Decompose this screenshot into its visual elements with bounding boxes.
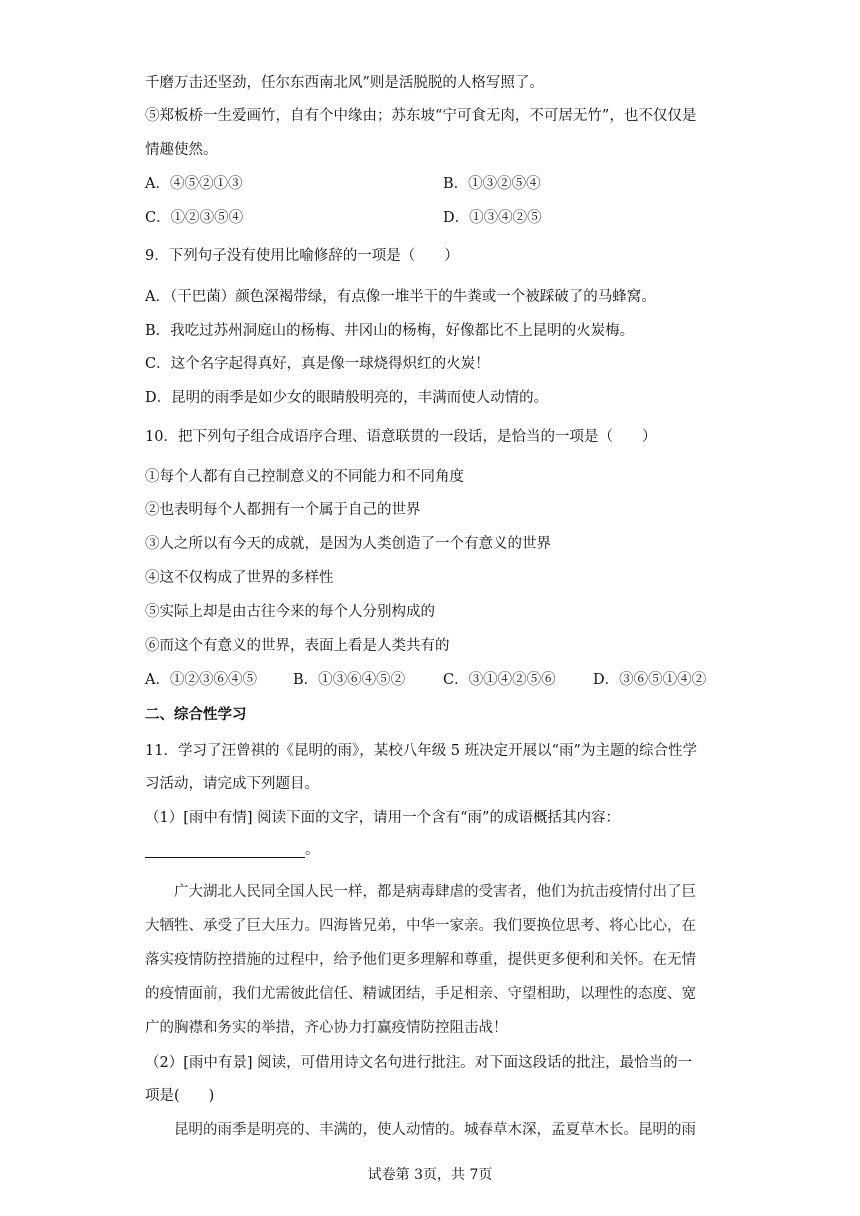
q10-sentence-1: ①每个人都有自己控制意义的不同能力和不同角度 (145, 469, 464, 485)
passage-line: 广大湖北人民同全国人民一样，都是病毒肆虐的受害者，他们为抗击疫情付出了巨 (174, 884, 696, 900)
text-line: ⑤郑板桥一生爱画竹，自有个中缘由；苏东坡“宁可食无肉，不可居无竹”，也不仅仅是 (145, 108, 697, 124)
q11-stem-line2: 习活动，请完成下列题目。 (145, 776, 319, 792)
page-footer: 试卷第 3页，共 7页 (367, 1167, 493, 1183)
q9-option-a: A．（干巴菌）颜色深褐带绿，有点像一堆半干的牛粪或一个被踩破了的马蜂窝。 (145, 289, 656, 305)
q10-option-b: B．①③⑥④⑤② (293, 672, 406, 688)
q11-part2-prompt-line2: 项是( ) (145, 1088, 215, 1104)
q11-part1-prompt: （1）[雨中有情] 阅读下面的文字，请用一个含有“雨”的成语概括其内容： (145, 810, 620, 826)
q11-stem-line1: 11．学习了汪曾祺的《昆明的雨》，某校八年级 5 班决定开展以“雨”为主题的综合性学 (145, 743, 697, 759)
passage-line: 的疫情面前，我们尤需彼此信任、精诚团结，手足相亲、守望相助，以理性的态度、宽 (145, 986, 696, 1002)
q10-option-d: D．③⑥⑤①④② (593, 672, 707, 688)
text-line: 千磨万击还坚劲，任尔东西南北风”则是活脱脱的人格写照了。 (145, 75, 544, 91)
q8-option-d: D．①③④②⑤ (443, 210, 542, 226)
q9-option-c: C．这个名字起得真好，真是像一球烧得炽红的火炭！ (145, 356, 490, 372)
section-heading: 二、综合性学习 (145, 707, 247, 723)
answer-blank-line[interactable] (145, 857, 305, 858)
q8-option-c: C．①②③⑤④ (145, 210, 244, 226)
q10-option-a: A．①②③⑥④⑤ (145, 672, 257, 688)
text-line: 情趣使然。 (145, 142, 218, 158)
q10-stem: 10．把下列句子组合成语序合理、语意联贯的一段话，是恰当的一项是（ ） (145, 429, 657, 445)
passage-line: 落实疫情防控措施的过程中，给予他们更多理解和尊重，提供更多便利和关怀。在无情 (145, 952, 696, 968)
q10-option-c: C．③①④②⑤⑥ (443, 672, 556, 688)
q9-option-b: B．我吃过苏州洞庭山的杨梅、井冈山的杨梅，好像都比不上昆明的火炭梅。 (145, 323, 635, 339)
q10-sentence-2: ②也表明每个人都拥有一个属于自己的世界 (145, 502, 421, 518)
q11-part2-prompt-line1: （2）[雨中有景] 阅读，可借用诗文名句进行批注。对下面这段话的批注，最恰当的一 (145, 1055, 693, 1071)
q10-sentence-5: ⑤实际上却是由古往今来的每个人分别构成的 (145, 604, 435, 620)
passage-line: 广的胸襟和务实的举措，齐心协力打赢疫情防控阻击战！ (145, 1020, 508, 1036)
passage2-line: 昆明的雨季是明亮的、丰满的，使人动情的。城春草木深，孟夏草木长。昆明的雨 (174, 1122, 696, 1138)
q8-option-a: A．④⑤②①③ (145, 176, 243, 192)
q9-option-d: D．昆明的雨季是如少女的眼睛般明亮的，丰满而使人动情的。 (145, 390, 549, 406)
q10-sentence-6: ⑥而这个有意义的世界，表面上看是人类共有的 (145, 638, 450, 654)
q8-option-b: B．①③②⑤④ (443, 176, 541, 192)
blank-end-punct: 。 (305, 842, 320, 858)
q10-sentence-4: ④这不仅构成了世界的多样性 (145, 570, 334, 586)
q10-sentence-3: ③人之所以有今天的成就，是因为人类创造了一个有意义的世界 (145, 536, 551, 552)
passage-line: 大牺牲、承受了巨大压力。四海皆兄弟，中华一家亲。我们要换位思考、将心比心，在 (145, 918, 696, 934)
q9-stem: 9．下列句子没有使用比喻修辞的一项是（ ） (145, 248, 459, 264)
